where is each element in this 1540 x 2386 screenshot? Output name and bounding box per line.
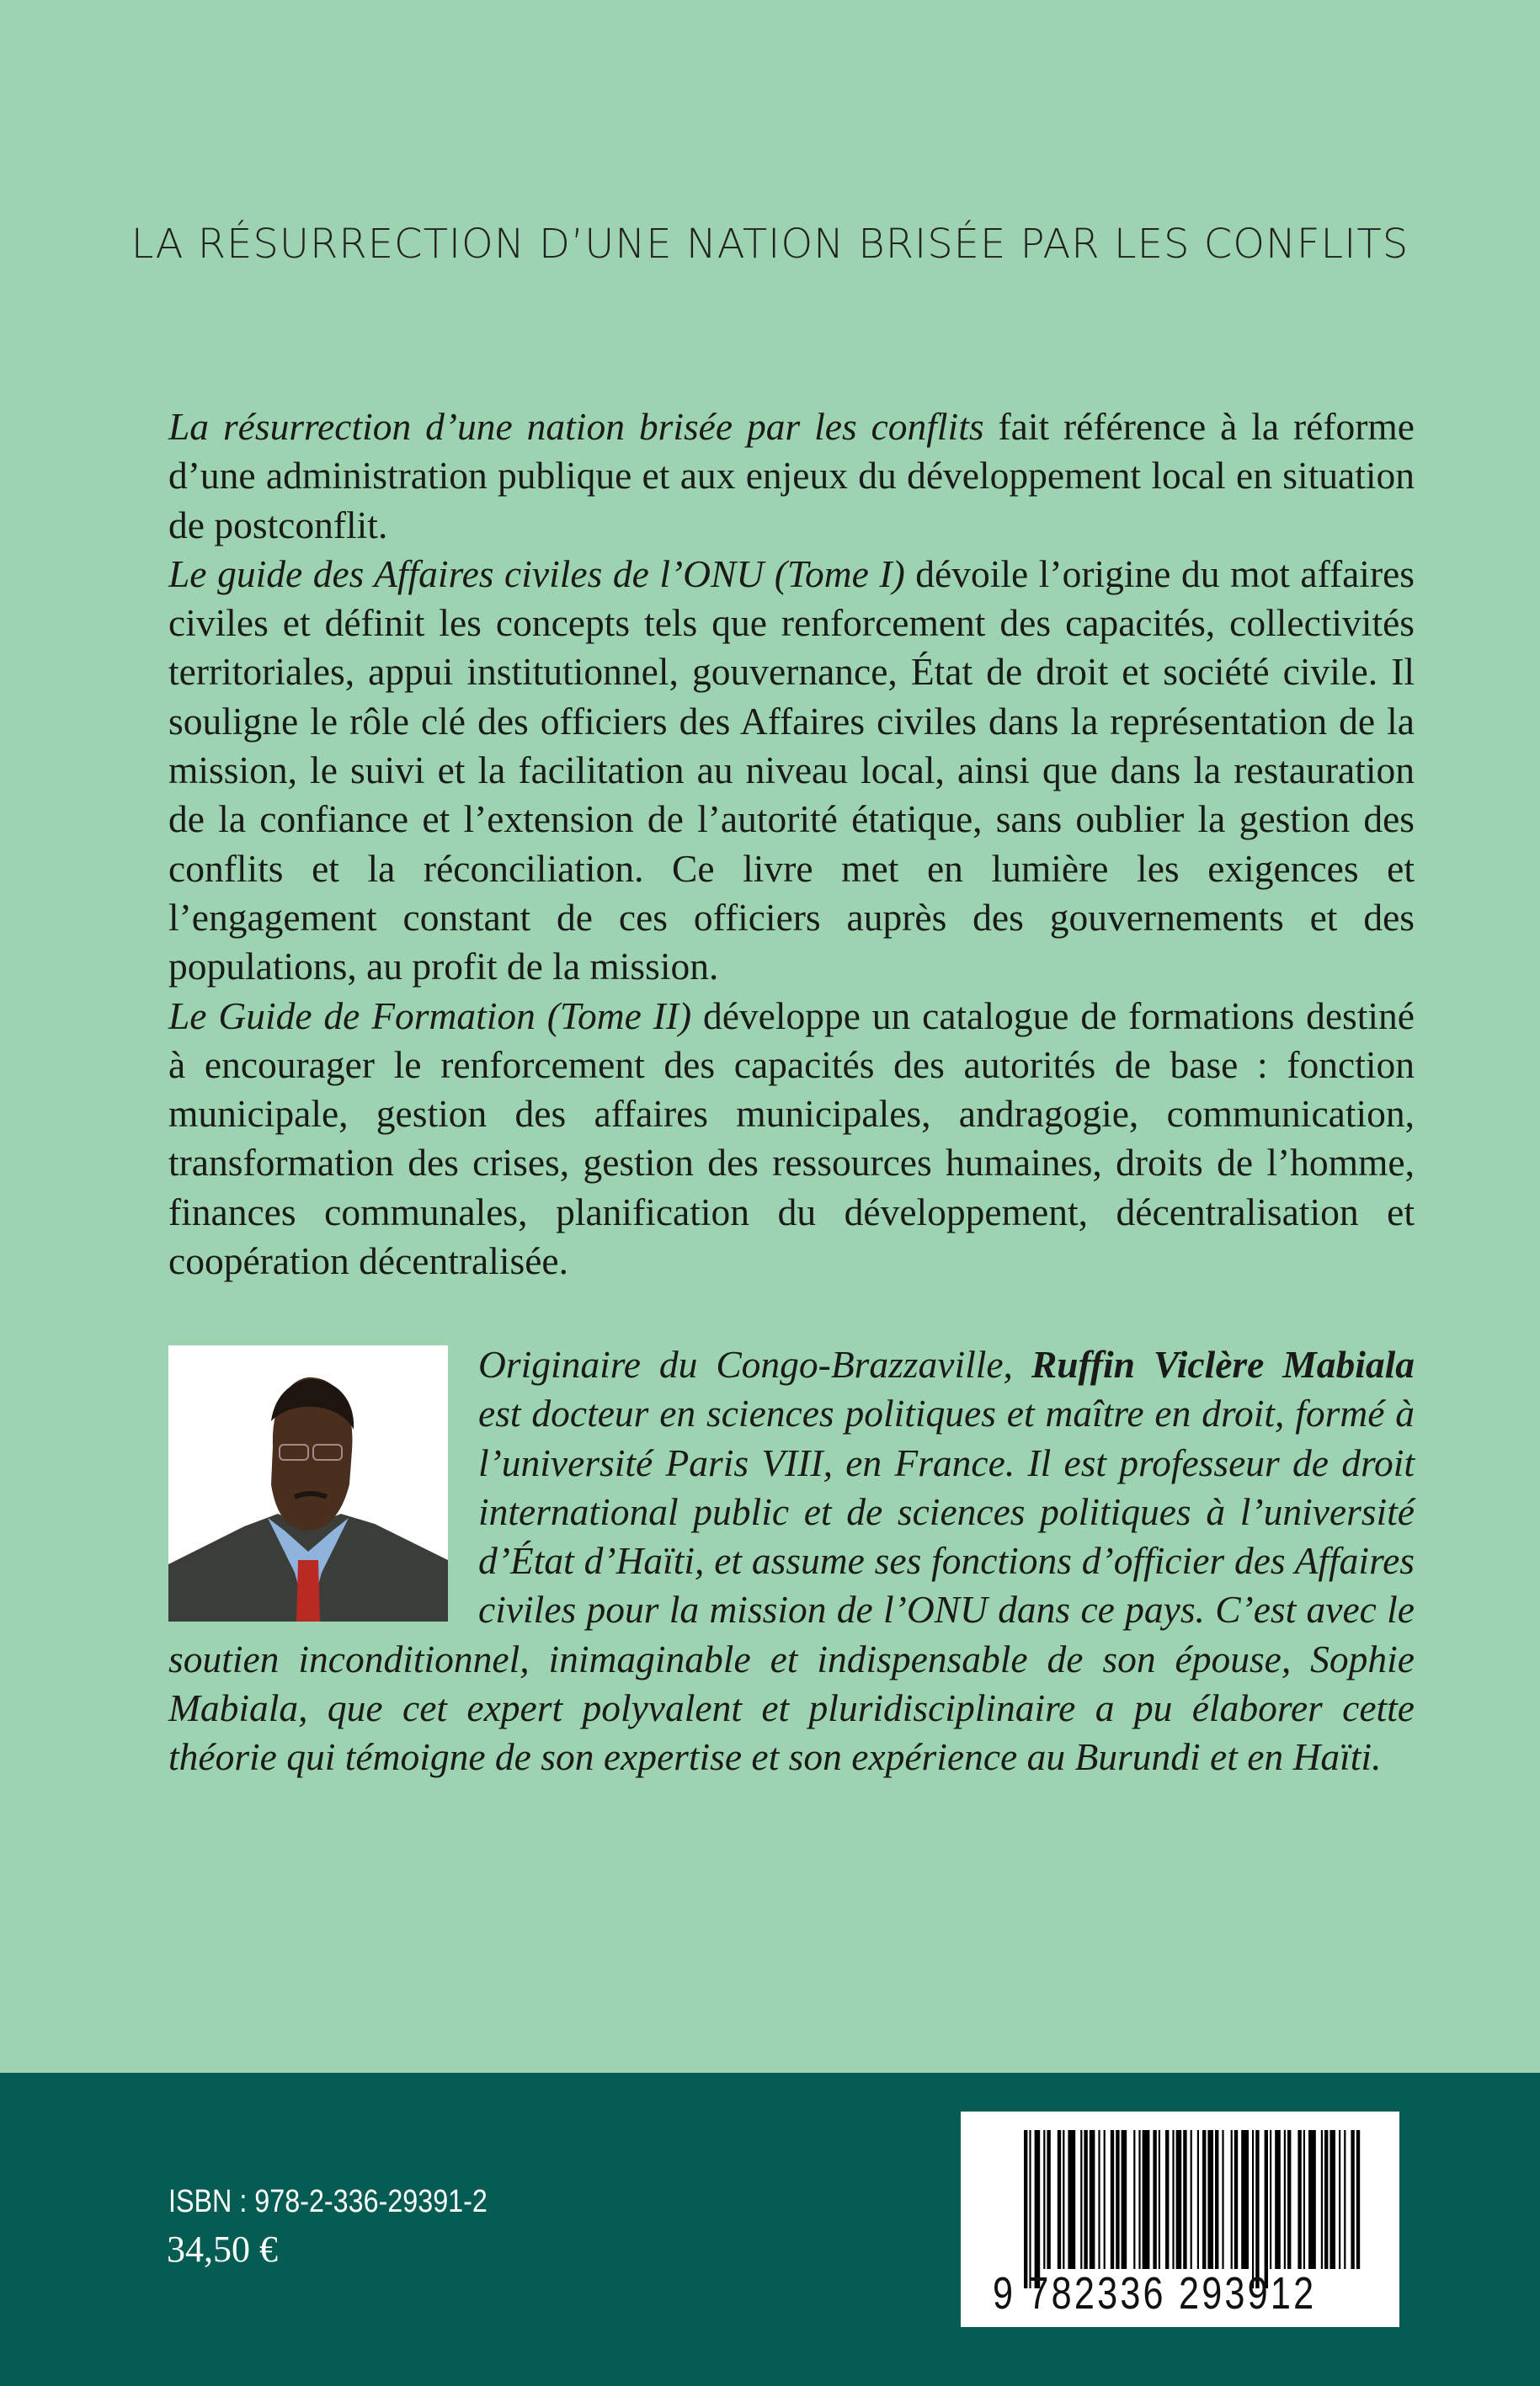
barcode-bar — [1068, 2130, 1075, 2269]
barcode-bar — [1035, 2130, 1041, 2288]
barcode-bar — [1090, 2130, 1095, 2269]
barcode-bar — [1133, 2130, 1135, 2269]
barcode-bar — [1231, 2130, 1233, 2269]
barcode-bar — [1043, 2130, 1045, 2269]
barcode-bar — [1275, 2130, 1281, 2269]
barcode-bar — [1047, 2130, 1050, 2269]
barcode-bar — [1303, 2130, 1305, 2269]
summary-paragraph — [168, 550, 1415, 992]
barcode-bar — [1080, 2130, 1082, 2269]
barcode-bar — [1330, 2130, 1335, 2269]
author-photo — [168, 1345, 448, 1622]
barcode-bar — [1104, 2130, 1106, 2269]
barcode-bar — [1024, 2130, 1027, 2288]
barcode-number: 9 782336 293912 — [993, 2268, 1317, 2319]
barcode-bar — [1202, 2130, 1206, 2269]
barcode-bar — [1165, 2130, 1169, 2269]
barcode-bar — [1234, 2130, 1238, 2269]
barcode-bar — [1324, 2130, 1328, 2269]
barcode-bar — [1116, 2130, 1119, 2269]
author-name: Ruffin Viclère Mabiala — [1031, 1343, 1415, 1386]
barcode-bar — [1222, 2130, 1223, 2269]
tome-title-italic: Le guide des Affaires civiles de l’ONU (Tome I) — [168, 551, 905, 595]
barcode-bar — [1084, 2130, 1087, 2269]
barcode-bar — [1339, 2130, 1340, 2269]
isbn: ISBN : 978-2-336-29391-2 — [168, 2184, 488, 2219]
barcode-bar — [1270, 2130, 1271, 2269]
bio-text: Originaire du Congo-Brazzaville, — [478, 1343, 1031, 1386]
book-title: LA RÉSURRECTION D’UNE NATION BRISÉE PAR LES CONFLITS — [131, 221, 1409, 268]
barcode-bars — [1024, 2130, 1361, 2288]
barcode-bar — [1183, 2130, 1186, 2269]
barcode-bar — [1176, 2130, 1182, 2269]
price: 34,50 € — [167, 2229, 278, 2270]
barcode-bar — [1111, 2130, 1114, 2269]
barcode-bar — [1284, 2130, 1286, 2269]
summary-paragraph — [168, 992, 1415, 1286]
barcode-bar — [1215, 2130, 1218, 2269]
barcode — [961, 2112, 1399, 2327]
barcode-bar — [1172, 2130, 1174, 2269]
barcode-bar — [1063, 2130, 1064, 2269]
barcode-bar — [1287, 2130, 1291, 2269]
barcode-bar — [1143, 2130, 1150, 2269]
barcode-bar — [1321, 2130, 1323, 2269]
paragraph-text: dévoile l’origine du mot affaires civiles et définit les concepts tels que renforcement des capacités, collectivités territoriales, appui institutionnel, gouvernance, État de droit et société civile. Il souligne le rôle clé des officiers des Affaires civiles dans la représentation de la mission, le suivi et la facilitation au niveau local, ainsi que dans la restauration de la confiance et l’extension de l’autorité étatique, sans oublier la gestion des conflits et la réconciliation. Ce livre met en lumière les exigences et l’engagement constant de ces officiers auprès des gouvernements et des populations, au profit de la mission. — [168, 551, 1415, 988]
paragraph-text: fait référence à la réforme d’une administration publique et aux enjeux du développement local en situation de postconflit. — [168, 405, 1415, 546]
barcode-bar — [1197, 2130, 1199, 2269]
barcode-bar — [1029, 2130, 1031, 2288]
barcode-bar — [1252, 2130, 1254, 2288]
barcode-bar — [1207, 2130, 1213, 2269]
paragraph-text: développe un catalogue de formations destiné à encourager le renforcement des capacités des autorités de base : fonction municipale, gestion des affaires municipales, andragogie, communication, transformation des crises, gestion des ressources humaines, droits de l’homme, finances communales, planification du développement, décentralisation et coopération décentralisée. — [168, 993, 1415, 1283]
author-bio — [168, 1340, 1415, 1782]
barcode-bar — [1122, 2130, 1127, 2269]
summary-paragraph — [168, 402, 1415, 550]
barcode-bar — [1298, 2130, 1301, 2269]
barcode-bar — [1351, 2130, 1354, 2269]
barcode-bar — [1241, 2130, 1249, 2269]
barcode-bar — [1098, 2130, 1100, 2269]
barcode-bar — [1191, 2130, 1192, 2269]
barcode-bar — [1344, 2130, 1346, 2269]
tome-title-italic: Le Guide de Formation (Tome II) — [168, 993, 692, 1037]
barcode-bar — [1308, 2130, 1316, 2269]
barcode-bar — [1159, 2130, 1160, 2269]
barcode-bar — [1356, 2130, 1360, 2269]
barcode-bar — [1255, 2130, 1259, 2288]
bio-text: est docteur en sciences politiques et maître en droit, formé à l’université Paris VIII, en France. Il est professeur de droit international public et de sciences politiques à l’université d’État d’Haïti, et assume ses fonctions d’officier des Affaires civiles pour la mission de l’ONU dans ce pays. C’est avec le soutien inconditionnel, inimaginable et indispensable de son épouse, Sophie Mabiala, que cet expert polyvalent et pluridisciplinaire a pu élaborer cette théorie qui témoigne de son expertise et son expérience au Burundi et en Haïti. — [168, 1392, 1415, 1779]
barcode-bar — [1138, 2130, 1140, 2269]
barcode-bar — [1153, 2130, 1156, 2269]
book-title-italic: La résurrection d’une nation brisée par les conflits — [168, 405, 984, 448]
barcode-bar — [1058, 2130, 1061, 2269]
barcode-bar — [1265, 2130, 1268, 2288]
back-cover-summary — [168, 402, 1415, 1286]
